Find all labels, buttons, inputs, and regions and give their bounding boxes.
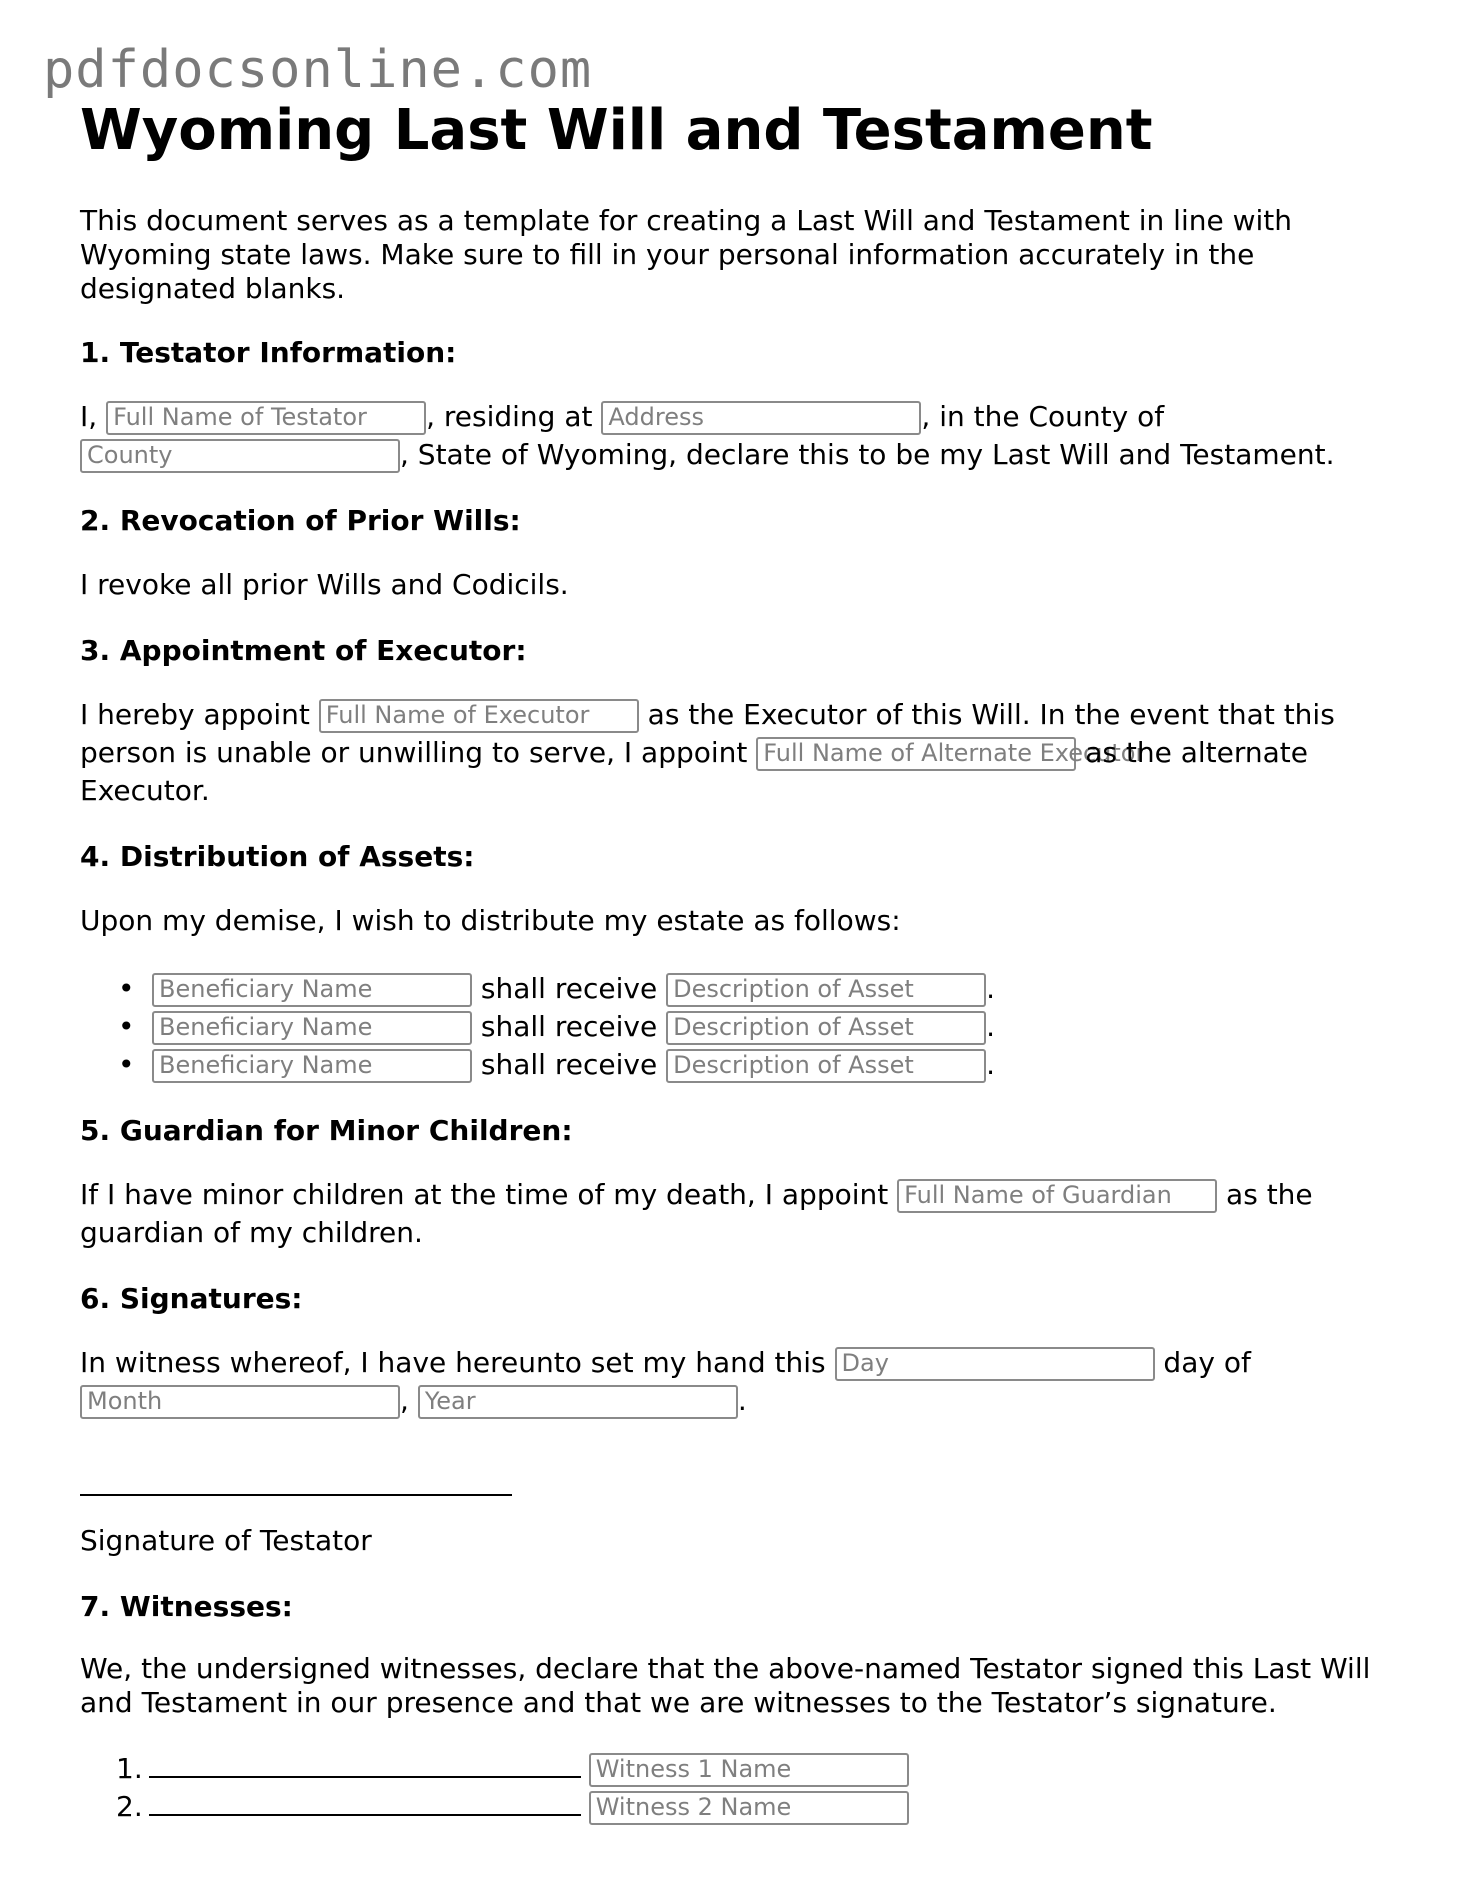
watermark: pdfdocsonline.com [43,40,593,100]
section-1-body [80,398,1400,474]
list-item [80,1046,1400,1084]
section-6-body [80,1344,1400,1420]
section-5-heading: 5. Guardian for Minor Children: [80,1113,573,1147]
witness-1-signature-line[interactable] [149,1754,581,1778]
section-2-body: I revoke all prior Wills and Codicils. [80,567,569,601]
section-6-heading: 6. Signatures: [80,1281,303,1315]
s5-text-2: as the guardian of my children. [80,1177,1313,1249]
page-title: Wyoming Last Will and Testament [80,98,1153,163]
connector-text: shall receive [480,971,658,1005]
bullet-icon: • [118,971,135,1005]
month-input[interactable]: Month [80,1385,400,1419]
section-4-body: Upon my demise, I wish to distribute my estate as follows: [80,903,901,937]
section-3-body [80,696,1400,810]
s1-text-3: , in the County of [921,399,1165,433]
s1-text-2: , residing at [426,399,593,433]
s6-period: . [737,1383,747,1417]
connector-text: shall receive [480,1009,658,1043]
asset-input[interactable]: Description of Asset [666,1049,986,1083]
day-input[interactable]: Day [835,1347,1155,1381]
testator-name-input[interactable]: Full Name of Testator [106,401,426,435]
witness-2-signature-line[interactable] [149,1792,581,1816]
county-input[interactable]: County [80,439,400,473]
section-2-heading: 2. Revocation of Prior Wills: [80,503,521,537]
period: . [986,1047,995,1081]
alternate-executor-input[interactable]: Full Name of Alternate Executor [756,737,1076,771]
section-3-heading: 3. Appointment of Executor: [80,633,527,667]
year-input[interactable]: Year [418,1385,738,1419]
period: . [986,1009,995,1043]
section-4-heading: 4. Distribution of Assets: [80,839,475,873]
executor-name-input[interactable]: Full Name of Executor [319,699,639,733]
witness-2-name-input[interactable]: Witness 2 Name [589,1791,909,1825]
s1-text-1: I, [80,399,98,433]
bullet-icon: • [118,1047,135,1081]
asset-list [80,970,1400,1084]
section-7-body: We, the undersigned witnesses, declare that the above-named Testator signed this Last Will and Testament in our presence and that we are witnesses to the Testator’s signature. [80,1651,1371,1719]
s6-comma: , [400,1383,409,1417]
witness-number: 1. [116,1751,143,1785]
section-1-heading: 1. Testator Information: [80,335,457,369]
address-input[interactable]: Address [601,401,921,435]
bullet-icon: • [118,1009,135,1043]
beneficiary-input[interactable]: Beneficiary Name [152,1049,472,1083]
witness-list [80,1750,1400,1826]
s6-text-1: In witness whereof, I have hereunto set my hand this [80,1345,826,1379]
will-document [80,100,1400,1826]
connector-text: shall receive [480,1047,658,1081]
asset-input[interactable]: Description of Asset [666,973,986,1007]
s3-text-2: as the Executor of this Will. In the event that this person is unable or unwilling to serve, I appoint [80,697,1335,769]
list-item [80,1788,1400,1826]
list-item [80,1750,1400,1788]
witness-1-name-input[interactable]: Witness 1 Name [589,1753,909,1787]
period: . [986,971,995,1005]
section-7-heading: 7. Witnesses: [80,1589,293,1623]
s3-text-1: I hereby appoint [80,697,310,731]
s6-text-2: day of [1163,1345,1251,1379]
asset-input[interactable]: Description of Asset [666,1011,986,1045]
witness-number: 2. [116,1789,143,1823]
s3-text-3: as the alternate Executor. [80,735,1308,807]
intro-text: This document serves as a template for creating a Last Will and Testament in line with Wyoming state laws. Make sure to fill in your personal information accurately in the designated blanks. [80,203,1293,305]
s5-text-1: If I have minor children at the time of my death, I appoint [80,1177,889,1211]
list-item [80,970,1400,1008]
signature-line[interactable] [80,1470,1400,1502]
list-item [80,1008,1400,1046]
beneficiary-input[interactable]: Beneficiary Name [152,973,472,1007]
signature-label: Signature of Testator [80,1523,372,1557]
s1-text-4: , State of Wyoming, declare this to be my Last Will and Testament. [400,437,1335,471]
beneficiary-input[interactable]: Beneficiary Name [152,1011,472,1045]
guardian-name-input[interactable]: Full Name of Guardian [897,1179,1217,1213]
section-5-body [80,1176,1400,1252]
